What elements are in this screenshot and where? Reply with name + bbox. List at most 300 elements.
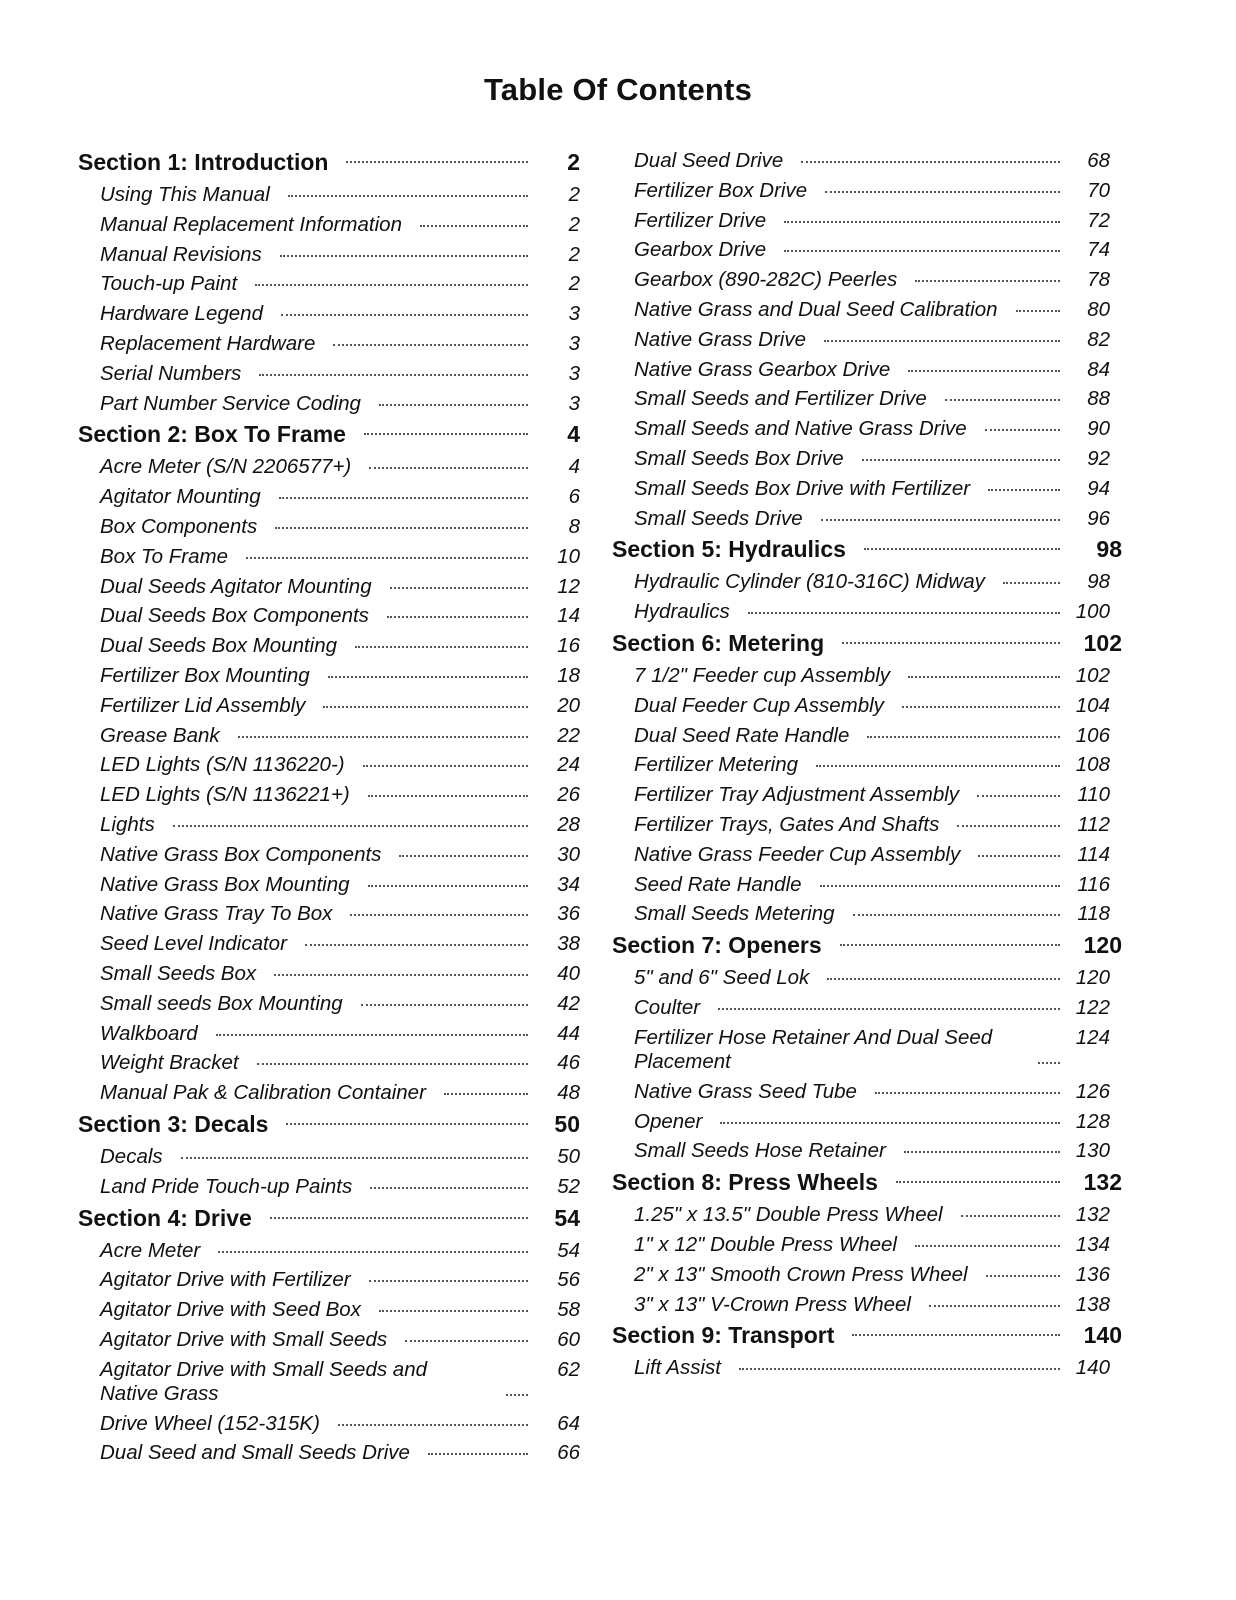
toc-entry-small-seeds-metering[interactable]: [612, 899, 1132, 929]
dot-leader: [784, 248, 1060, 252]
toc-page-number: 2: [567, 149, 580, 175]
toc-entry-title: Drive Wheel (152-315K): [100, 1411, 320, 1435]
toc-entry-title: Weight Bracket: [100, 1051, 239, 1075]
toc-entry-title: Part Number Service Coding: [100, 391, 361, 415]
toc-entry-title: Small Seeds and Native Grass Drive: [634, 417, 967, 441]
toc-entry-title: Gearbox Drive: [634, 238, 767, 262]
toc-section-section-6-metering[interactable]: [612, 627, 1132, 661]
toc-entry-fertilizer-box-mounting[interactable]: [78, 661, 590, 691]
toc-entry-manual-replacement-information[interactable]: [78, 210, 590, 240]
toc-page-number: 54: [557, 1238, 580, 1262]
toc-entry-box-components[interactable]: [78, 512, 590, 542]
toc-entry-title: Small Seeds Metering: [634, 902, 835, 926]
toc-page-number: 104: [1075, 693, 1110, 717]
toc-page-number: 74: [1087, 238, 1110, 262]
toc-entry-title: Agitator Drive with Small Seeds: [100, 1327, 388, 1351]
toc-entry-native-grass-and-dual-seed-calibration[interactable]: [612, 295, 1132, 325]
toc-entry-title: Coulter: [634, 995, 701, 1019]
toc-section-section-3-decals[interactable]: [78, 1108, 590, 1142]
toc-entry-manual-pak-calibration-container[interactable]: [78, 1078, 590, 1108]
toc-page-number: 50: [554, 1110, 580, 1137]
dot-leader: [368, 793, 528, 797]
toc-entry-title: Native Grass Gearbox Drive: [634, 357, 891, 381]
dot-leader: [977, 793, 1060, 797]
toc-entry-title: Native Grass Drive: [634, 327, 807, 351]
dot-leader: [915, 1243, 1060, 1247]
dot-leader: [1003, 580, 1060, 584]
toc-page-number: 4: [568, 455, 580, 479]
toc-entry-small-seeds-hose-retainer[interactable]: [612, 1136, 1132, 1166]
dot-leader: [368, 883, 528, 887]
toc-entry-title: Seed Level Indicator: [100, 932, 287, 956]
toc-entry-title: Box To Frame: [100, 544, 228, 568]
toc-entry-title: Seed Rate Handle: [634, 872, 802, 896]
toc-entry-small-seeds-drive[interactable]: [612, 504, 1132, 534]
toc-section-section-7-openers[interactable]: [612, 929, 1132, 963]
toc-entry-agitator-drive-with-small-seeds[interactable]: [78, 1325, 590, 1355]
toc-page-number: 56: [557, 1268, 580, 1292]
toc-page-number: 24: [557, 753, 580, 777]
dot-leader: [852, 1332, 1060, 1336]
dot-leader: [864, 546, 1060, 550]
dot-leader: [279, 495, 528, 499]
toc-left-column: [78, 146, 590, 1468]
dot-leader: [328, 674, 528, 678]
toc-page-number: 62: [557, 1357, 580, 1381]
dot-leader: [961, 1213, 1060, 1217]
toc-entry-dual-seed-and-small-seeds-drive[interactable]: [78, 1438, 590, 1468]
toc-page-number: 132: [1075, 1203, 1110, 1227]
toc-entry-seed-level-indicator[interactable]: [78, 929, 590, 959]
toc-entry-drive-wheel-152-315k[interactable]: [78, 1409, 590, 1439]
toc-page-number: 92: [1087, 446, 1110, 470]
toc-entry-fertilizer-metering[interactable]: [612, 750, 1132, 780]
toc-entry-7-1-2-feeder-cup-assembly[interactable]: [612, 661, 1132, 691]
toc-entry-agitator-drive-with-seed-box[interactable]: [78, 1295, 590, 1325]
toc-entry-title: Small Seeds Drive: [634, 506, 803, 530]
toc-entry-title: Small seeds Box Mounting: [100, 991, 343, 1015]
toc-page-number: 46: [557, 1051, 580, 1075]
toc-page-number: 64: [557, 1411, 580, 1435]
toc-entry-small-seeds-box[interactable]: [78, 959, 590, 989]
toc-page-number: 132: [1083, 1169, 1122, 1196]
toc-page-number: 96: [1087, 506, 1110, 530]
toc-entry-dual-seeds-box-mounting[interactable]: [78, 631, 590, 661]
toc-entry-serial-numbers[interactable]: [78, 359, 590, 389]
toc-entry-acre-meter-s-n-2206577[interactable]: [78, 452, 590, 482]
toc-entry-native-grass-drive[interactable]: [612, 325, 1132, 355]
toc-section-section-8-press-wheels[interactable]: [612, 1166, 1132, 1200]
toc-entry-led-lights-s-n-1136220[interactable]: [78, 750, 590, 780]
dot-leader: [988, 487, 1060, 491]
dot-leader: [280, 253, 528, 257]
dot-leader: [1016, 308, 1061, 312]
toc-entry-dual-seed-drive[interactable]: [612, 146, 1132, 176]
dot-leader: [333, 342, 528, 346]
toc-entry-opener[interactable]: [612, 1107, 1132, 1137]
toc-entry-title: Native Grass Box Mounting: [100, 872, 350, 896]
dot-leader: [274, 972, 528, 976]
toc-entry-title: Small Seeds and Fertilizer Drive: [634, 387, 927, 411]
toc-page-number: 34: [557, 872, 580, 896]
toc-page-number: 140: [1083, 1322, 1122, 1349]
toc-page-number: 122: [1075, 995, 1110, 1019]
toc-entry-title: Fertilizer Hose Retainer And Dual Seed Placement: [634, 1025, 993, 1073]
dot-leader: [405, 1338, 528, 1342]
toc-entry-title: Gearbox (890-282C) Peerles: [634, 268, 898, 292]
toc-page-number: 68: [1087, 149, 1110, 172]
toc-entry-title: Section 1: Introduction: [78, 149, 329, 175]
toc-page-number: 2: [568, 212, 580, 236]
toc-entry-5-and-6-seed-lok[interactable]: [612, 963, 1132, 993]
toc-entry-title: Dual Seed Drive: [634, 149, 784, 172]
dot-leader: [364, 431, 528, 435]
page-title: Table Of Contents: [483, 72, 753, 107]
toc-page-number: 16: [557, 634, 580, 658]
toc-page-number: 136: [1075, 1262, 1110, 1286]
toc-entry-small-seeds-and-fertilizer-drive[interactable]: [612, 384, 1132, 414]
toc-section-section-9-transport[interactable]: [612, 1319, 1132, 1353]
toc-entry-gearbox-890-282c-peerles[interactable]: [612, 265, 1132, 295]
toc-page-number: 102: [1075, 663, 1110, 687]
dot-leader: [824, 338, 1060, 342]
toc-entry-native-grass-box-components[interactable]: [78, 840, 590, 870]
dot-leader: [428, 1451, 528, 1455]
toc-page-number: 114: [1077, 842, 1110, 866]
toc-page-number: 38: [557, 932, 580, 956]
toc-entry-title: Acre Meter: [100, 1238, 201, 1262]
toc-page-number: 18: [557, 663, 580, 687]
toc-entry-title: 1" x 12" Double Press Wheel: [634, 1232, 897, 1256]
dot-leader: [369, 465, 528, 469]
toc-entry-title: Manual Replacement Information: [100, 212, 402, 236]
dot-leader: [379, 402, 528, 406]
toc-right-column: [612, 146, 1132, 1383]
toc-entry-title: Agitator Drive with Fertilizer: [100, 1268, 351, 1292]
toc-entry-title: Manual Pak & Calibration Container: [100, 1081, 426, 1105]
dot-leader: [350, 912, 528, 916]
dot-leader: [281, 312, 528, 316]
toc-entry-title: 7 1/2" Feeder cup Assembly: [634, 663, 891, 687]
dot-leader: [338, 1422, 528, 1426]
toc-entry-title: Fertilizer Drive: [634, 208, 767, 232]
toc-page-number: 108: [1075, 753, 1110, 777]
toc-entry-fertilizer-hose-retainer-and-dual-seed-placement[interactable]: [612, 1023, 1132, 1077]
dot-leader: [363, 763, 528, 767]
toc-entry-title: Touch-up Paint: [100, 272, 238, 296]
toc-entry-title: Serial Numbers: [100, 361, 242, 385]
dot-leader: [246, 555, 528, 559]
toc-page-number: 20: [557, 693, 580, 717]
toc-entry-native-grass-tray-to-box[interactable]: [78, 899, 590, 929]
toc-entry-title: Native Grass and Dual Seed Calibration: [634, 297, 998, 321]
dot-leader: [902, 704, 1060, 708]
toc-entry-hydraulics[interactable]: [612, 597, 1132, 627]
toc-page-number: 2: [568, 242, 580, 266]
toc-entry-title: Fertilizer Metering: [634, 753, 799, 777]
toc-entry-title: Section 2: Box To Frame: [78, 421, 346, 448]
toc-entry-native-grass-box-mounting[interactable]: [78, 870, 590, 900]
dot-leader: [853, 912, 1060, 916]
dot-leader: [978, 853, 1060, 857]
toc-entry-title: Hardware Legend: [100, 302, 263, 326]
dot-leader: [218, 1249, 528, 1253]
dot-leader: [379, 1308, 528, 1312]
toc-entry-agitator-drive-with-small-seeds-and-native-grass[interactable]: [78, 1355, 590, 1409]
toc-page-number: 14: [557, 604, 580, 628]
dot-leader: [842, 640, 1060, 644]
dot-leader: [238, 734, 528, 738]
toc-entry-hardware-legend[interactable]: [78, 299, 590, 329]
toc-entry-title: Dual Seed Rate Handle: [634, 723, 850, 747]
toc-entry-title: Agitator Drive with Small Seeds and Native Grass: [100, 1357, 428, 1405]
dot-leader: [986, 1273, 1060, 1277]
toc-entry-title: Section 4: Drive: [78, 1204, 252, 1231]
dot-leader: [908, 368, 1060, 372]
toc-page-number: 130: [1075, 1139, 1110, 1163]
toc-entry-title: Native Grass Tray To Box: [100, 902, 333, 926]
toc-entry-dual-feeder-cup-assembly[interactable]: [612, 691, 1132, 721]
toc-page-number: 118: [1077, 902, 1110, 926]
dot-leader: [305, 942, 528, 946]
toc-page-number: 52: [557, 1174, 580, 1198]
toc-entry-title: Grease Bank: [100, 723, 220, 747]
toc-entry-fertilizer-box-drive[interactable]: [612, 176, 1132, 206]
toc-entry-title: Agitator Mounting: [100, 485, 261, 509]
dot-leader: [718, 1006, 1060, 1010]
toc-entry-title: Small Seeds Box Drive with Fertilizer: [634, 476, 971, 500]
toc-entry-title: Fertilizer Tray Adjustment Assembly: [634, 783, 960, 807]
toc-entry-native-grass-seed-tube[interactable]: [612, 1077, 1132, 1107]
toc-entry-title: Fertilizer Box Drive: [634, 178, 808, 202]
dot-leader: [908, 674, 1060, 678]
toc-section-section-5-hydraulics[interactable]: [612, 533, 1132, 567]
toc-entry-lights[interactable]: [78, 810, 590, 840]
dot-leader: [355, 644, 528, 648]
dot-leader: [390, 585, 528, 589]
toc-entry-title: Small Seeds Box: [100, 961, 257, 985]
toc-entry-touch-up-paint[interactable]: [78, 269, 590, 299]
toc-page-number: 138: [1075, 1292, 1110, 1316]
toc-entry-coulter[interactable]: [612, 993, 1132, 1023]
dot-leader: [444, 1091, 528, 1095]
toc-page-number: 44: [557, 1021, 580, 1045]
toc-entry-title: Section 3: Decals: [78, 1110, 269, 1137]
toc-page-number: 8: [568, 514, 580, 538]
toc-section-section-2-box-to-frame[interactable]: [78, 418, 590, 452]
toc-entry-small-seeds-box-drive-with-fertilizer[interactable]: [612, 474, 1132, 504]
dot-leader: [286, 1121, 528, 1125]
toc-entry-dual-seeds-box-components[interactable]: [78, 601, 590, 631]
toc-page-number: 116: [1077, 872, 1110, 896]
toc-entry-part-number-service-coding[interactable]: [78, 389, 590, 419]
dot-leader: [784, 219, 1060, 223]
dot-leader: [288, 193, 528, 197]
toc-entry-native-grass-feeder-cup-assembly[interactable]: [612, 840, 1132, 870]
dot-leader: [840, 942, 1060, 946]
toc-page-number: 110: [1077, 783, 1110, 807]
toc-page-number: 120: [1075, 966, 1110, 990]
toc-entry-small-seeds-box-drive[interactable]: [612, 444, 1132, 474]
toc-entry-title: Native Grass Seed Tube: [634, 1079, 857, 1103]
toc-page-number: 3: [568, 302, 580, 326]
toc-page-number: 72: [1087, 208, 1110, 232]
toc-entry-title: Hydraulic Cylinder (810-316C) Midway: [634, 570, 985, 594]
toc-entry-title: Agitator Drive with Seed Box: [100, 1298, 361, 1322]
toc-entry-title: Fertilizer Box Mounting: [100, 663, 310, 687]
dot-leader: [816, 763, 1060, 767]
toc-entry-title: 2" x 13" Smooth Crown Press Wheel: [634, 1262, 968, 1286]
toc-entry-box-to-frame[interactable]: [78, 542, 590, 572]
toc-entry-title: Dual Seeds Agitator Mounting: [100, 574, 372, 598]
toc-entry-native-grass-gearbox-drive[interactable]: [612, 355, 1132, 385]
toc-page-number: 102: [1083, 629, 1122, 656]
dot-leader: [896, 1179, 1060, 1183]
dot-leader: [270, 1215, 528, 1219]
toc-entry-grease-bank[interactable]: [78, 721, 590, 751]
dot-leader: [945, 397, 1060, 401]
toc-entry-title: Section 6: Metering: [612, 629, 825, 656]
toc-entry-decals[interactable]: [78, 1142, 590, 1172]
toc-page-number: 50: [557, 1144, 580, 1168]
dot-leader: [275, 525, 528, 529]
toc-page-number: 124: [1075, 1025, 1110, 1049]
dot-leader: [825, 189, 1060, 193]
toc-page-number: 134: [1075, 1232, 1110, 1256]
dot-leader: [904, 1149, 1060, 1153]
toc-entry-title: Section 5: Hydraulics: [612, 536, 846, 563]
toc-entry-title: 3" x 13" V-Crown Press Wheel: [634, 1292, 911, 1316]
dot-leader: [801, 159, 1060, 163]
dot-leader: [181, 1155, 528, 1159]
dot-leader: [216, 1032, 528, 1036]
toc-entry-agitator-mounting[interactable]: [78, 482, 590, 512]
dot-leader: [929, 1303, 1060, 1307]
toc-entry-title: Lift Assist: [634, 1356, 721, 1380]
toc-page-number: 90: [1087, 417, 1110, 441]
dot-leader: [370, 1185, 528, 1189]
dot-leader: [506, 1392, 528, 1396]
toc-page-number: 3: [568, 391, 580, 415]
dot-leader: [259, 372, 528, 376]
toc-page-number: 2: [568, 272, 580, 296]
toc-entry-title: LED Lights (S/N 1136220-): [100, 753, 345, 777]
toc-entry-title: Decals: [100, 1144, 163, 1168]
toc-entry-title: Fertilizer Lid Assembly: [100, 693, 306, 717]
toc-entry-agitator-drive-with-fertilizer[interactable]: [78, 1265, 590, 1295]
toc-entry-dual-seeds-agitator-mounting[interactable]: [78, 572, 590, 602]
toc-entry-walkboard[interactable]: [78, 1019, 590, 1049]
toc-entry-1-x-12-double-press-wheel[interactable]: [612, 1230, 1132, 1260]
toc-entry-title: Native Grass Feeder Cup Assembly: [634, 842, 961, 866]
toc-entry-dual-seed-rate-handle[interactable]: [612, 721, 1132, 751]
toc-page-number: 3: [568, 361, 580, 385]
toc-entry-title: Hydraulics: [634, 600, 730, 624]
toc-entry-title: Dual Seed and Small Seeds Drive: [100, 1441, 410, 1465]
toc-entry-weight-bracket[interactable]: [78, 1048, 590, 1078]
dot-leader: [346, 159, 528, 163]
dot-leader: [985, 427, 1060, 431]
dot-leader: [323, 704, 528, 708]
toc-entry-fertilizer-drive[interactable]: [612, 206, 1132, 236]
dot-leader: [748, 610, 1060, 614]
toc-page-number: 28: [557, 812, 580, 836]
toc-page-number: 106: [1075, 723, 1110, 747]
toc-page-number: 3: [568, 331, 580, 355]
toc-page-number: 98: [1087, 570, 1110, 594]
toc-entry-title: Small Seeds Box Drive: [634, 446, 844, 470]
toc-entry-gearbox-drive[interactable]: [612, 235, 1132, 265]
toc-entry-title: Using This Manual: [100, 183, 270, 206]
dot-leader: [862, 457, 1060, 461]
toc-entry-title: Opener: [634, 1109, 703, 1133]
toc-page-number: 70: [1087, 178, 1110, 202]
toc-page-number: 84: [1087, 357, 1110, 381]
toc-entry-manual-revisions[interactable]: [78, 240, 590, 270]
toc-page-number: 2: [568, 183, 580, 206]
dot-leader: [369, 1278, 528, 1282]
toc-entry-small-seeds-box-mounting[interactable]: [78, 989, 590, 1019]
toc-page-number: 100: [1075, 600, 1110, 624]
toc-entry-2-x-13-smooth-crown-press-wheel[interactable]: [612, 1260, 1132, 1290]
toc-page-number: 82: [1087, 327, 1110, 351]
toc-entry-led-lights-s-n-1136221[interactable]: [78, 780, 590, 810]
toc-page-number: 128: [1075, 1109, 1110, 1133]
dot-leader: [739, 1366, 1060, 1370]
toc-page-number: 60: [557, 1327, 580, 1351]
toc-entry-hydraulic-cylinder-810-316c-midway[interactable]: [612, 567, 1132, 597]
toc-entry-fertilizer-lid-assembly[interactable]: [78, 691, 590, 721]
dot-leader: [827, 976, 1060, 980]
dot-leader: [915, 278, 1060, 282]
toc-page-number: 12: [557, 574, 580, 598]
toc-entry-3-x-13-v-crown-press-wheel[interactable]: [612, 1290, 1132, 1320]
toc-entry-title: Manual Revisions: [100, 242, 262, 266]
toc-page-number: 126: [1075, 1079, 1110, 1103]
toc-entry-seed-rate-handle[interactable]: [612, 870, 1132, 900]
toc-entry-acre-meter[interactable]: [78, 1236, 590, 1266]
toc-page-number: 94: [1087, 476, 1110, 500]
dot-leader: [173, 823, 528, 827]
toc-entry-title: Land Pride Touch-up Paints: [100, 1174, 353, 1198]
toc-entry-replacement-hardware[interactable]: [78, 329, 590, 359]
toc-entry-title: Dual Seeds Box Components: [100, 604, 369, 628]
dot-leader: [255, 282, 528, 286]
toc-page-number: 10: [557, 544, 580, 568]
toc-page-number: 22: [557, 723, 580, 747]
toc-page-number: 80: [1087, 297, 1110, 321]
toc-entry-title: Walkboard: [100, 1021, 198, 1045]
dot-leader: [387, 614, 528, 618]
toc-entry-1-25-x-13-5-double-press-wheel[interactable]: [612, 1200, 1132, 1230]
toc-entry-land-pride-touch-up-paints[interactable]: [78, 1172, 590, 1202]
toc-section-section-4-drive[interactable]: [78, 1202, 590, 1236]
toc-entry-title: 5" and 6" Seed Lok: [634, 966, 810, 990]
toc-page-number: 98: [1096, 536, 1122, 563]
toc-entry-title: Acre Meter (S/N 2206577+): [100, 455, 352, 479]
toc-entry-title: Dual Seeds Box Mounting: [100, 634, 338, 658]
toc-page-number: 54: [554, 1204, 580, 1231]
toc-section-section-1-introduction[interactable]: [78, 146, 590, 180]
toc-entry-lift-assist[interactable]: [612, 1353, 1132, 1383]
toc-entry-title: Section 9: Transport: [612, 1322, 835, 1349]
toc-page-number: 78: [1087, 268, 1110, 292]
toc-entry-small-seeds-and-native-grass-drive[interactable]: [612, 414, 1132, 444]
toc-entry-using-this-manual[interactable]: [78, 180, 590, 210]
toc-entry-fertilizer-trays-gates-and-shafts[interactable]: [612, 810, 1132, 840]
toc-entry-title: Lights: [100, 812, 155, 836]
toc-entry-fertilizer-tray-adjustment-assembly[interactable]: [612, 780, 1132, 810]
